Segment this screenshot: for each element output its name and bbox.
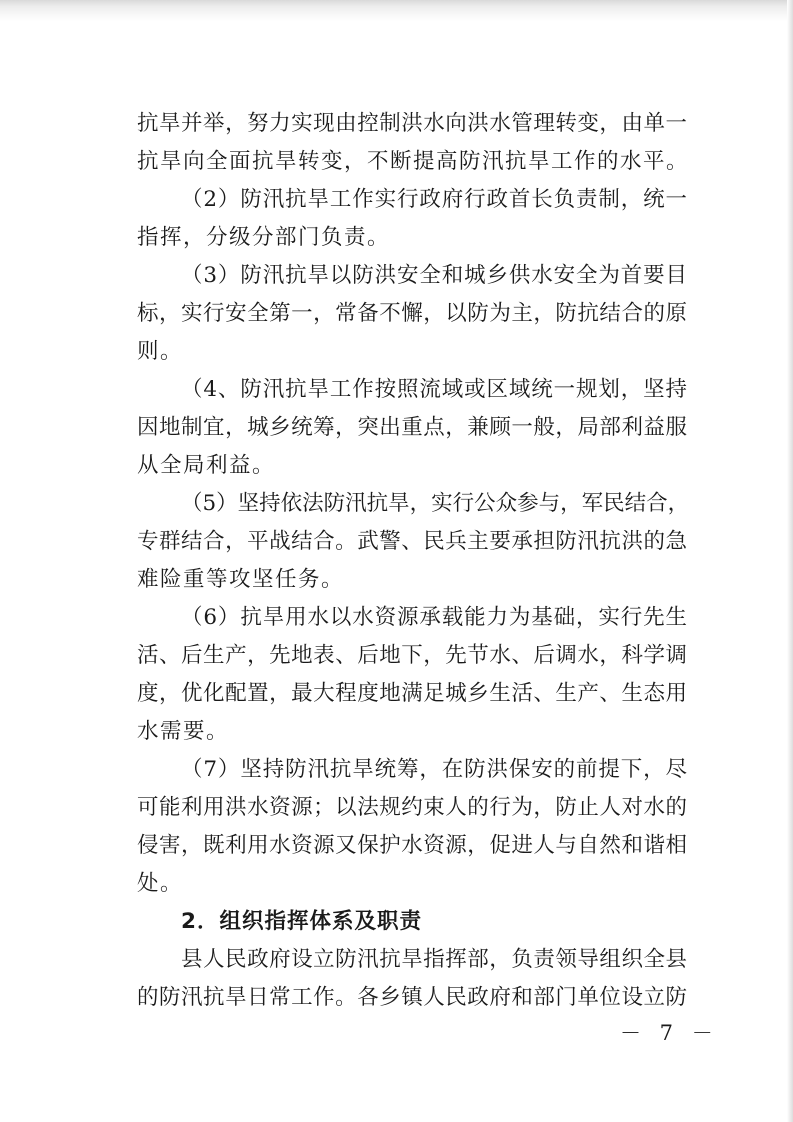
text-line: 可能利用洪水资源；以法规约束人的行为，防止人对水的: [137, 795, 687, 820]
scan-shadow-top: [0, 0, 793, 22]
text-line: （4、防汛抗旱工作按照流域或区域统一规划，坚持: [181, 377, 687, 402]
text-line: 县人民政府设立防汛抗旱指挥部，负责领导组织全县: [181, 947, 687, 972]
page-number: － 7 －: [620, 1021, 719, 1045]
text-line: 则。: [137, 339, 184, 364]
text-line: 难险重等攻坚任务。: [137, 567, 345, 592]
text-line: 从全局利益。: [137, 453, 276, 478]
text-line: 活、后生产，先地表、后地下，先节水、后调水，科学调: [137, 643, 687, 668]
section-heading: 2．组织指挥体系及职责: [181, 909, 422, 934]
text-line: （7）坚持防汛抗旱统筹，在防洪保安的前提下，尽: [181, 757, 687, 782]
text-line: 专群结合，平战结合。武警、民兵主要承担防汛抗洪的急: [137, 529, 687, 554]
text-line: 标，实行安全第一，常备不懈，以防为主，防抗结合的原: [137, 301, 687, 326]
document-body: [137, 105, 690, 1017]
text-line: 的防汛抗旱日常工作。各乡镇人民政府和部门单位设立防: [137, 985, 687, 1010]
text-line: 度，优化配置，最大程度地满足城乡生活、生产、生态用: [137, 681, 687, 706]
text-line: 水需要。: [137, 719, 230, 744]
text-line: （6）抗旱用水以水资源承载能力为基础，实行先生: [181, 605, 687, 630]
text-line: （5）坚持依法防汛抗旱，实行公众参与，军民结合，: [181, 491, 690, 516]
text-line: 抗旱并举，努力实现由控制洪水向洪水管理转变，由单一: [137, 111, 687, 136]
text-line: 因地制宜，城乡统筹，突出重点，兼顾一般，局部利益服: [137, 415, 687, 440]
text-line: 侵害，既利用水资源又保护水资源，促进人与自然和谐相: [137, 833, 687, 858]
text-line: （2）防汛抗旱工作实行政府行政首长负责制，统一: [181, 187, 687, 212]
text-line: 处。: [137, 871, 184, 896]
text-line: 抗旱向全面抗旱转变，不断提高防汛抗旱工作的水平。: [137, 149, 690, 174]
text-line: （3）防汛抗旱以防洪安全和城乡供水安全为首要目: [181, 263, 687, 288]
text-line: 指挥，分级分部门负责。: [137, 225, 391, 250]
scan-shadow-right: [787, 0, 793, 1122]
